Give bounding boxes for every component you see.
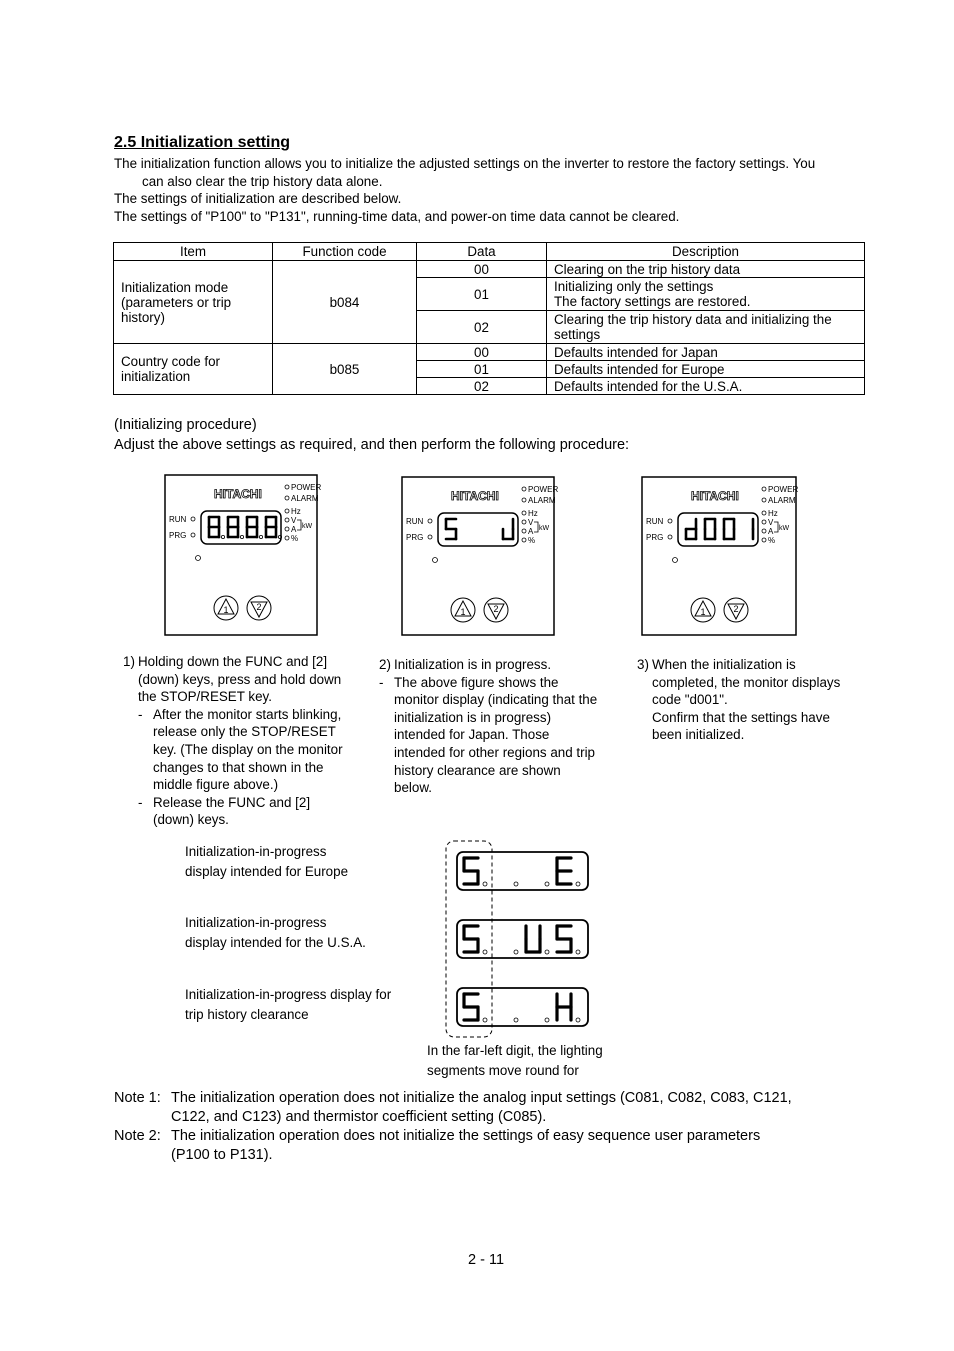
notes — [114, 1089, 874, 1165]
item-line: Initialization mode — [121, 279, 229, 295]
data-cell: 01 — [417, 361, 547, 378]
procedure — [114, 415, 629, 455]
step-text: Confirm that the settings have — [652, 709, 830, 725]
step-subtext: release only the STOP/RESET — [153, 724, 336, 740]
data-cell: 00 — [417, 344, 547, 361]
caption-europe — [185, 842, 348, 881]
step-subtext: intended for Japan. Those — [394, 727, 550, 743]
data-cell: 00 — [417, 261, 547, 278]
function-code-cell: b085 — [273, 344, 417, 395]
header-item: Item — [114, 243, 273, 261]
step-subtext: changes to that shown in the — [153, 759, 324, 775]
key-label: 2 — [493, 604, 499, 614]
step-text: completed, the monitor displays — [652, 674, 841, 690]
section-title: 2.5 Initialization setting — [114, 134, 291, 151]
note-text: The initialization operation does not initialize the analog input settings (C081, C082, C083, C121, — [171, 1090, 792, 1106]
brand-logo: HITACHI — [214, 487, 262, 501]
header-data: Data — [417, 243, 547, 261]
progress-displays — [440, 838, 600, 1042]
header-function-code: Function code — [273, 243, 417, 261]
step-text: Initialization is in progress. — [394, 657, 552, 672]
step-subtext: (down) keys. — [153, 812, 229, 828]
step-number: 1) — [123, 654, 135, 669]
table-header-row — [114, 243, 865, 261]
step-number: 3) — [637, 657, 649, 672]
caption-line: Initialization-in-progress — [185, 844, 327, 859]
step-text: the STOP/RESET key. — [138, 689, 272, 705]
intro-line: The settings of initialization are described below. — [114, 191, 402, 206]
note-text: The initialization operation does not initialize the settings of easy sequence user parameters — [171, 1128, 761, 1144]
item-cell — [114, 344, 273, 395]
description-cell — [547, 311, 865, 344]
description-line: Initializing only the settings — [554, 279, 714, 294]
unit-label: % — [528, 536, 536, 545]
note-label: Note 2: — [114, 1128, 161, 1144]
step-subtext: middle figure above.) — [153, 777, 279, 793]
data-cell: 02 — [417, 311, 547, 344]
item-line: history) — [121, 309, 165, 325]
operator-panel-2 — [401, 476, 559, 636]
item-cell — [114, 261, 273, 344]
data-cell: 01 — [417, 278, 547, 311]
key-label: 2 — [256, 602, 262, 612]
intro-line: The initialization function allows you to initialize the adjusted settings on the inverter to restore the factory settings. You — [114, 156, 816, 171]
description-cell: Defaults intended for Europe — [547, 361, 865, 378]
note-2 — [114, 1127, 874, 1165]
note-line: segments move round for — [427, 1062, 579, 1078]
unit-label: A — [768, 527, 774, 536]
item-line: (parameters or trip — [121, 294, 232, 310]
step-text: code "d001". — [652, 692, 728, 708]
unit-label: A — [291, 525, 297, 534]
description-cell — [547, 278, 865, 311]
note-text: C122, and C123) and thermistor coefficient setting (C085). — [171, 1109, 547, 1125]
item-line: Country code for — [121, 354, 220, 369]
caption-line: Initialization-in-progress display for — [185, 987, 392, 1002]
caption-line: trip history clearance — [185, 1006, 309, 1022]
unit-label: A — [528, 527, 534, 536]
procedure-title: (Initializing procedure) — [114, 417, 257, 433]
unit-label: V — [528, 518, 534, 527]
item-line: initialization — [121, 369, 191, 384]
page-number: 2 - 11 — [468, 1252, 505, 1268]
mode-label: PRG — [169, 531, 187, 540]
unit-label: kW — [539, 525, 550, 532]
note-label: Note 1: — [114, 1090, 161, 1106]
procedure-lead: Adjust the above settings as required, and then perform the following procedure: — [114, 437, 630, 453]
data-cell: 02 — [417, 378, 547, 395]
key-label: 2 — [733, 604, 739, 614]
operator-panel-1 — [164, 474, 322, 636]
description-line: Clearing the trip history data and initializing the — [554, 312, 832, 327]
step-text: (down) keys, press and hold down — [138, 671, 342, 687]
step-2: 2) Initialization is in progress. - The above figure shows the monitor display (indicating that the initialization is in progress) intended for Japan. Those intended for other regions and trip history clearance are shown below. — [379, 657, 598, 796]
initialization-table — [113, 242, 865, 395]
step-text: Holding down the FUNC and [2] — [138, 654, 328, 669]
unit-label: kW — [779, 525, 790, 532]
step-subtext: below. — [394, 780, 432, 796]
indicator-label: ALARM — [291, 494, 319, 503]
leftdigit-note — [427, 1041, 603, 1080]
function-code-cell: b084 — [273, 261, 417, 344]
caption-line: display intended for the U.S.A. — [185, 934, 366, 950]
mode-label: PRG — [646, 533, 664, 542]
caption-line: display intended for Europe — [185, 863, 349, 879]
step-3 — [637, 656, 877, 744]
step-subtext: key. (The display on the monitor — [153, 741, 343, 757]
step-number: 2) — [379, 657, 391, 672]
step-subtext: initialization is in progress) — [394, 709, 552, 725]
mode-label: RUN — [406, 517, 424, 526]
step-text: When the initialization is — [652, 657, 796, 672]
indicator-label: POWER — [768, 485, 799, 494]
unit-label: Hz — [291, 507, 301, 516]
step-subtext: After the monitor starts blinking, — [153, 706, 342, 722]
intro-line: can also clear the trip history data alone. — [142, 173, 383, 189]
intro-text — [114, 155, 874, 225]
unit-label: kW — [302, 523, 313, 530]
indicator-label: POWER — [291, 483, 322, 492]
note-line: In the far-left digit, the lighting — [427, 1043, 603, 1058]
unit-label: V — [291, 516, 297, 525]
unit-label: % — [768, 536, 776, 545]
operator-panel-3 — [641, 476, 797, 636]
caption-line: Initialization-in-progress — [185, 915, 327, 930]
unit-label: Hz — [528, 509, 538, 518]
unit-label: V — [768, 518, 774, 527]
unit-label: Hz — [768, 509, 778, 518]
description-cell: Defaults intended for Japan — [547, 344, 865, 361]
step-subtext: intended for other regions and trip — [394, 744, 595, 760]
step-subtext: history clearance are shown — [394, 762, 561, 778]
mode-label: RUN — [646, 517, 664, 526]
unit-label: % — [291, 534, 299, 543]
note-text: (P100 to P131). — [171, 1147, 273, 1163]
step-text: been initialized. — [652, 727, 745, 743]
key-label: 1 — [223, 605, 229, 615]
indicator-label: POWER — [528, 485, 559, 494]
description-line: The factory settings are restored. — [554, 294, 751, 309]
brand-logo: HITACHI — [691, 489, 739, 503]
indicator-label: ALARM — [528, 496, 556, 505]
key-label: 1 — [700, 607, 706, 617]
caption-usa — [185, 913, 366, 952]
step-subtext: The above figure shows the — [394, 674, 559, 690]
table-row — [114, 344, 865, 361]
intro-line: The settings of "P100" to "P131", running-time data, and power-on time data cannot be cleared. — [114, 208, 680, 224]
description-cell: Clearing on the trip history data — [547, 261, 865, 278]
step-subtext: monitor display (indicating that the — [394, 692, 598, 708]
description-line: settings — [554, 327, 601, 342]
mode-label: RUN — [169, 515, 187, 524]
step-subtext: Release the FUNC and [2] — [153, 794, 311, 810]
step-1: 1) Holding down the FUNC and [2] (down) keys, press and hold down the STOP/RESET key. - After the monitor starts blinking, release only the STOP/RESET key. (The display on the monitor changes to that shown in the middle figure above.) - Release the FUNC and [2] (down) keys. — [123, 654, 343, 828]
note-1 — [114, 1089, 874, 1127]
table-row — [114, 261, 865, 278]
key-label: 1 — [460, 607, 466, 617]
brand-logo: HITACHI — [451, 489, 499, 503]
header-description: Description — [547, 243, 865, 261]
description-cell: Defaults intended for the U.S.A. — [547, 378, 865, 395]
caption-trip-clear — [185, 985, 391, 1024]
mode-label: PRG — [406, 533, 424, 542]
indicator-label: ALARM — [768, 496, 796, 505]
